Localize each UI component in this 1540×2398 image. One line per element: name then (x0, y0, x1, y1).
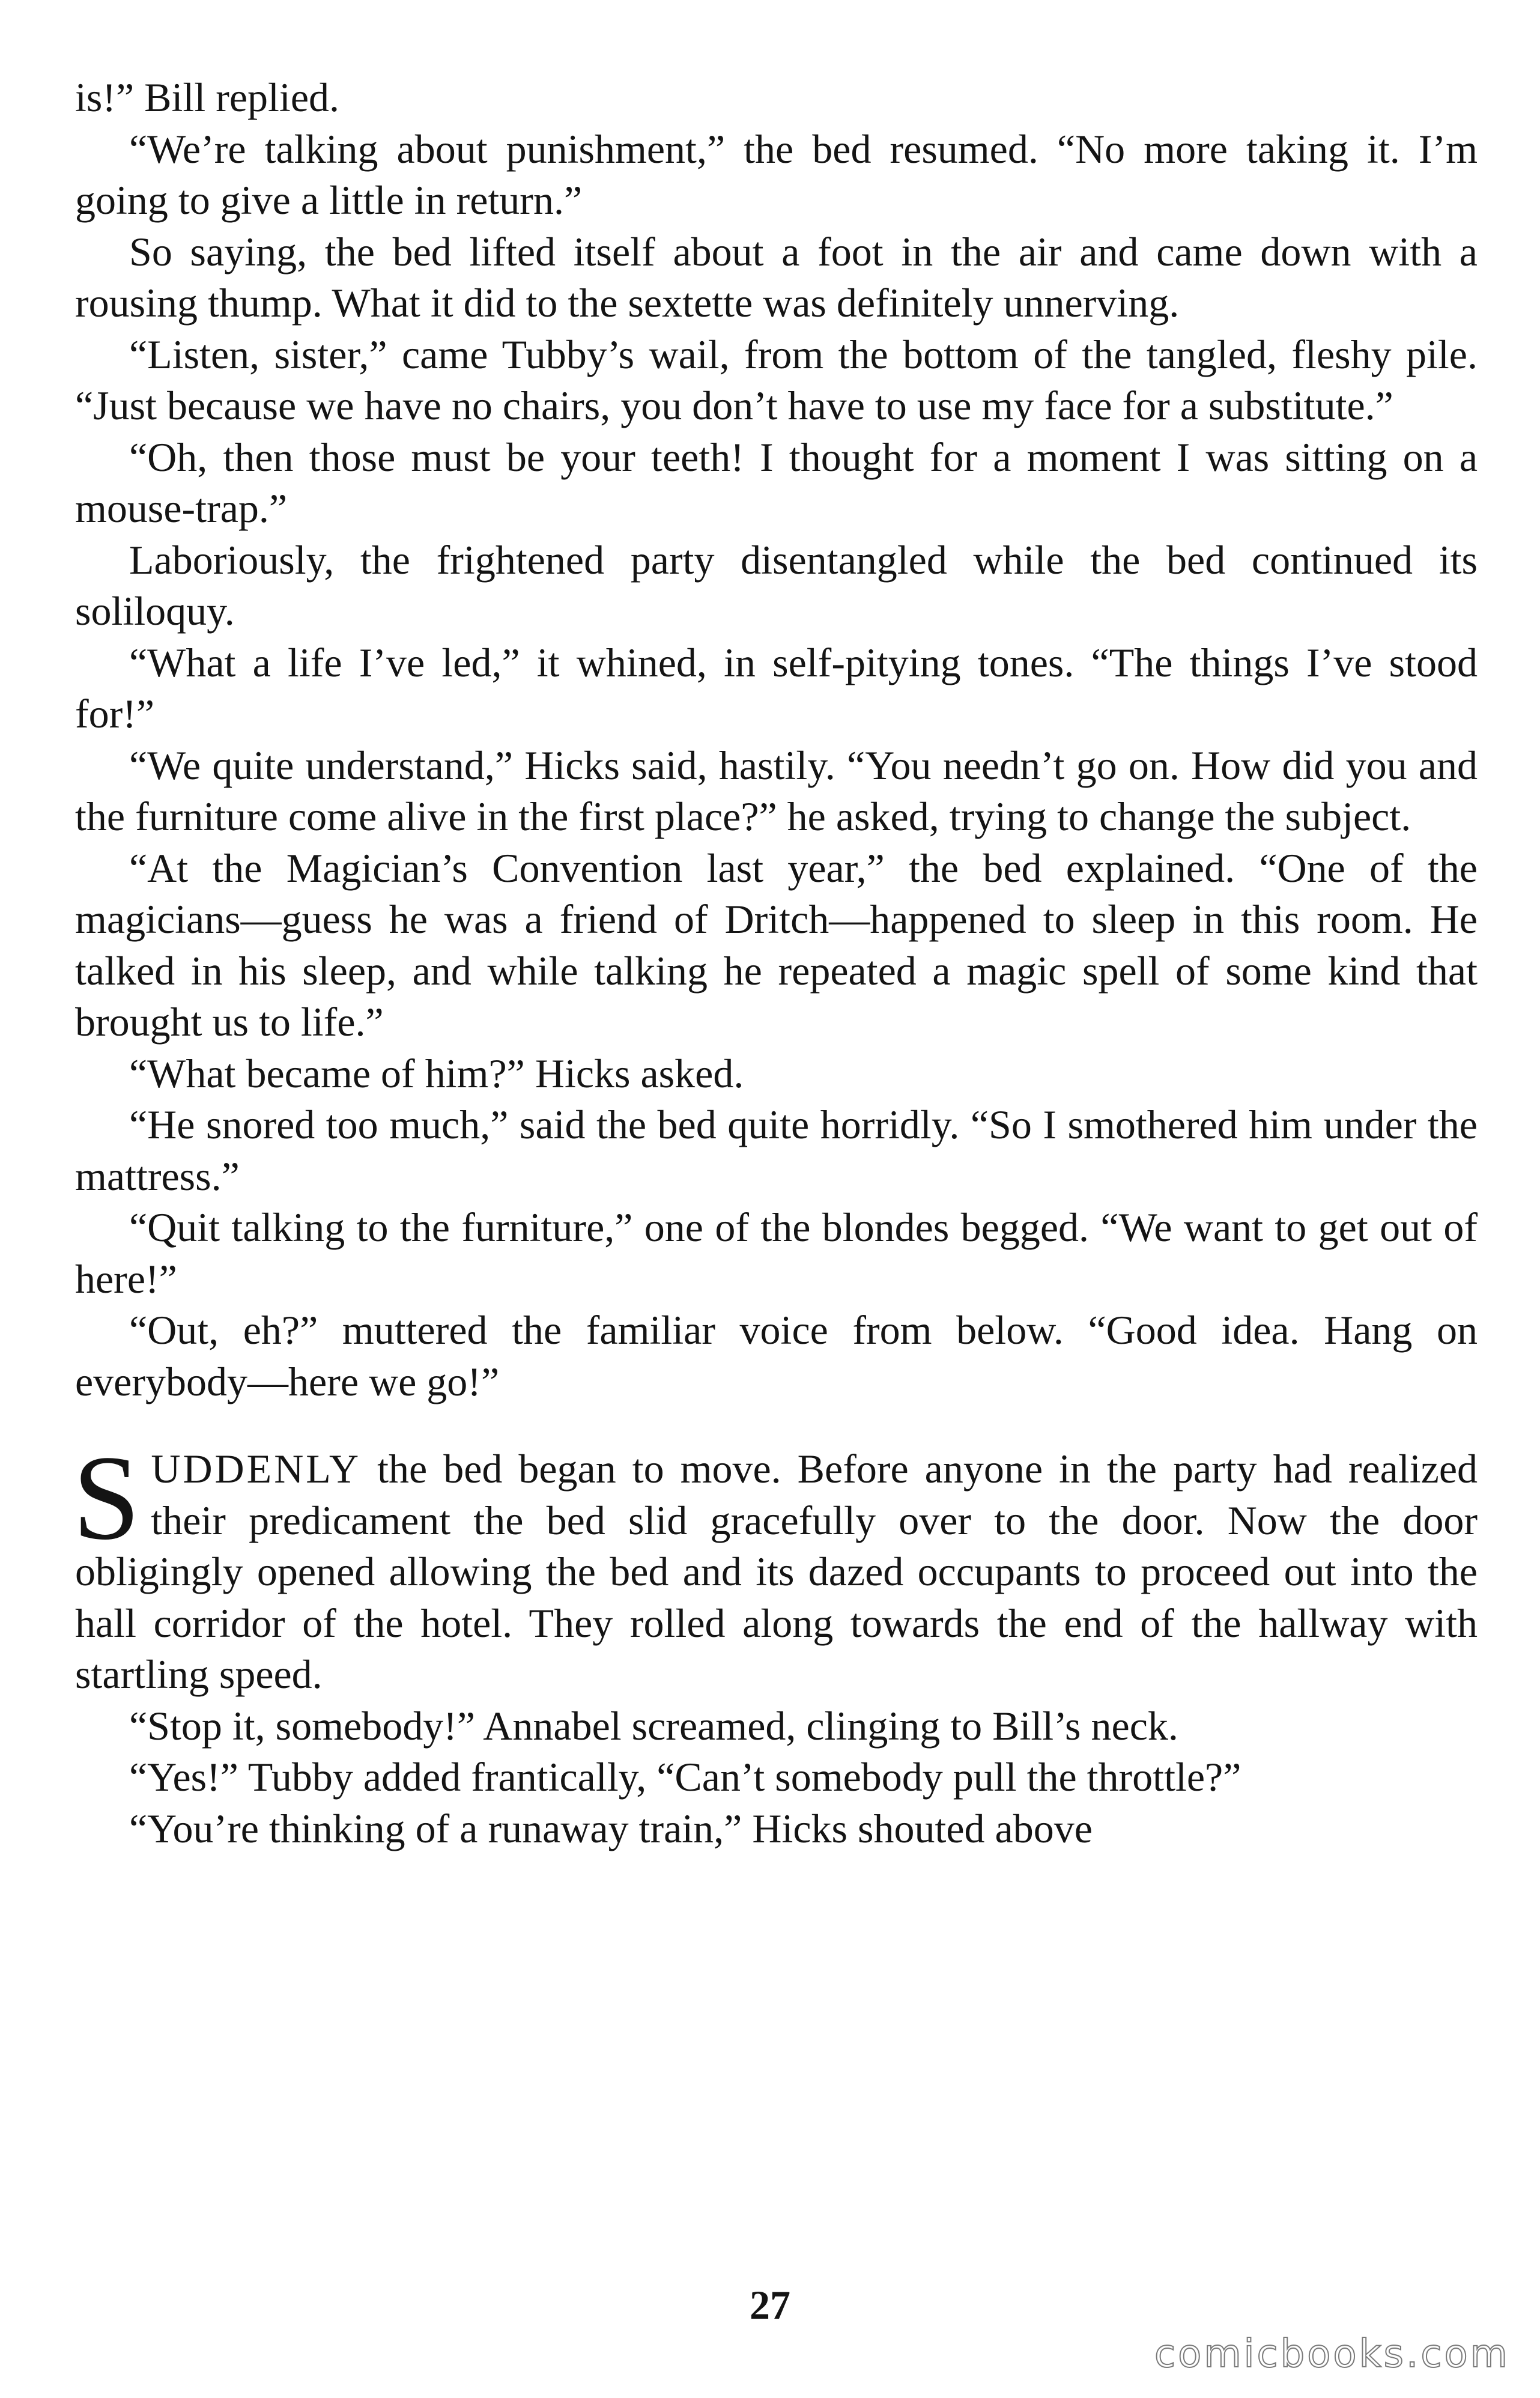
paragraph: So saying, the bed lifted itself about a foot in the air and came down with a rousing thump. What it did to the sextette was definitely unnerving. (75, 228, 1478, 326)
paragraph: is!” Bill replied. (75, 74, 340, 120)
lead-in-caps: UDDENLY (151, 1446, 362, 1492)
paragraph: “Oh, then those must be your teeth! I thought for a moment I was sitting on a mouse-trap.” (75, 434, 1478, 531)
paragraph: “We quite understand,” Hicks said, hastily. “You needn’t go on. How did you and the furniture come alive in the first place?” he asked, trying to change the subject. (75, 742, 1478, 839)
paragraph: “Stop it, somebody!” Annabel screamed, clinging to Bill’s neck. (129, 1702, 1178, 1749)
paragraph: “Yes!” Tubby added frantically, “Can’t somebody pull the throttle?” (129, 1754, 1241, 1800)
section-text: the bed began to move. Before anyone in the party had realized their predicament the bed slid gracefully over to the door. Now the door obligingly opened allowing the bed and its dazed occupants to proceed out into the hall corridor of the hotel. They rolled along towards the end of the hallway with startling speed. (75, 1446, 1478, 1697)
section-opening-paragraph (73, 1430, 1478, 1701)
paragraph: “At the Magician’s Convention last year,” the bed explained. “One of the magicians—guess he was a friend of Dritch—happened to sleep in this room. He talked in his sleep, and while talking he repeated a magic spell of some kind that brought us to life.” (75, 845, 1478, 1045)
paragraph: “Listen, sister,” came Tubby’s wail, from the bottom of the tangled, fleshy pile. “Just because we have no chairs, you don’t have to use my face for a substitute.” (75, 331, 1478, 428)
watermark: comicbooks.com (1154, 2332, 1510, 2376)
paragraph: “We’re talking about punishment,” the bed resumed. “No more taking it. I’m going to give a little in return.” (75, 126, 1478, 223)
section-break (75, 1407, 1478, 1443)
body-text (75, 72, 1478, 1854)
paragraph: Laboriously, the frightened party disentangled while the bed continued its soliloquy. (75, 536, 1478, 634)
paragraph: “Out, eh?” muttered the familiar voice from below. “Good idea. Hang on everybody—here we go!” (75, 1307, 1478, 1404)
drop-cap: S (73, 1430, 141, 1565)
paragraph: “You’re thinking of a runaway train,” Hicks shouted above (129, 1805, 1093, 1851)
paragraph: “What became of him?” Hicks asked. (129, 1050, 744, 1096)
page-number: 27 (750, 2282, 790, 2328)
paragraph: “What a life I’ve led,” it whined, in self-pitying tones. “The things I’ve stood for!” (75, 639, 1478, 736)
paragraph: “He snored too much,” said the bed quite horridly. “So I smothered him under the mattress.” (75, 1102, 1478, 1199)
paragraph: “Quit talking to the furniture,” one of the blondes begged. “We want to get out of here!” (75, 1204, 1478, 1302)
